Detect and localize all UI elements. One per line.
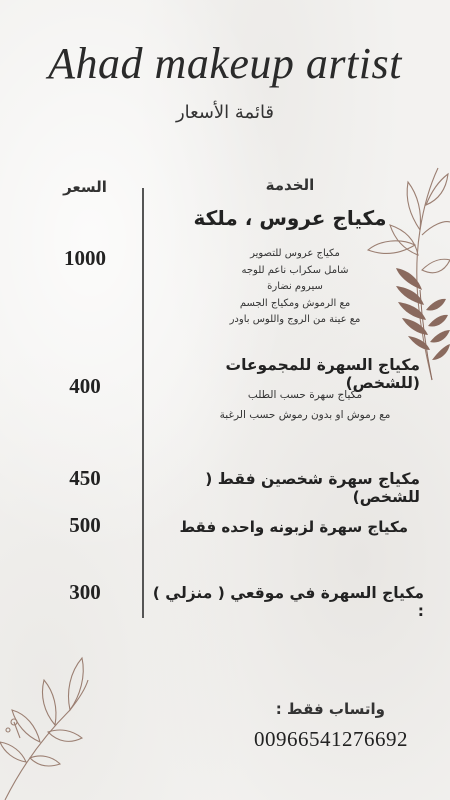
service-price: 500 [69,513,101,537]
detail-line: مكياج سهرة حسب الطلب [247,389,363,401]
service-price: 450 [69,466,101,490]
detail-line: مع الرموش ومكياج الجسم [239,297,351,309]
leaf-branch-left-icon [0,650,95,800]
detail-line: مع عينة من الروج واللوس باودر [229,314,361,325]
page-title: Ahad makeup artist [48,39,402,88]
phone-number: 00966541276692 [254,727,408,751]
service-price: 300 [69,580,101,604]
service-price: 400 [69,374,101,398]
whatsapp-label: واتساب فقط : [275,700,385,718]
service-name: مكياج عروس ، ملكة [193,206,387,230]
detail-line: مكياج عروس للتصوير [250,248,340,259]
service-name: مكياج السهرة للمجموعات (للشخص) [225,356,420,392]
service-details [195,385,415,425]
page-subtitle: قائمة الأسعار [175,102,275,123]
detail-line: شامل سكراب ناعم للوجه [241,264,349,276]
service-details [200,246,390,329]
column-divider [142,188,144,618]
service-price: 1000 [64,246,106,270]
column-header-price: السعر [63,178,107,196]
column-header-service: الخدمة [265,176,315,194]
detail-line: مع رموش او بدون رموش حسب الرغبة [219,409,391,421]
service-name: مكياج سهرة شخصين فقط ( للشخص) [205,470,420,506]
service-name: مكياج السهرة في موقعي ( منزلي ) : [152,584,424,620]
service-name: مكياج سهرة لزبونه واحده فقط [179,518,408,536]
detail-line: سيروم نضارة [267,281,323,292]
